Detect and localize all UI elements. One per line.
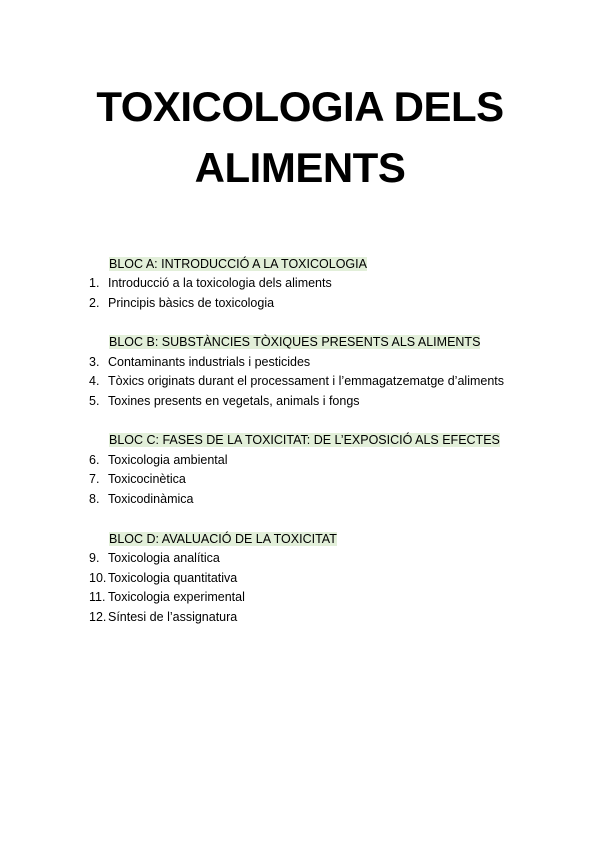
list-item-text: Introducció a la toxicologia dels aliments xyxy=(108,276,332,290)
list-item xyxy=(89,588,245,606)
list-item-text: Tòxics originats durant el processament i l’emmagatzematge d’aliments xyxy=(108,374,505,388)
list-item xyxy=(89,392,360,410)
list-item-number: 4. xyxy=(89,374,100,388)
list-item-text: Toxicodinàmica xyxy=(108,492,194,506)
bloc-c-heading-text: BLOC C: FASES DE LA TOXICITAT: DE L’EXPOSICIÓ ALS EFECTES xyxy=(109,433,500,447)
document-title-line-1: TOXICOLOGIA DELS xyxy=(96,83,504,130)
list-item-text: Toxicocinètica xyxy=(108,472,186,486)
bloc-d-heading-text: BLOC D: AVALUACIÓ DE LA TOXICITAT xyxy=(109,532,337,546)
list-item-number: 12. xyxy=(89,610,107,624)
list-item xyxy=(89,608,237,626)
list-item-text: Síntesi de l’assignatura xyxy=(108,610,238,624)
list-item-number: 2. xyxy=(89,296,100,310)
list-item xyxy=(89,490,193,508)
list-item-text: Toxicologia ambiental xyxy=(108,453,228,467)
list-item xyxy=(89,294,274,312)
list-item xyxy=(89,274,332,292)
list-item-text: Toxicologia experimental xyxy=(108,590,245,604)
bloc-a-heading-text: BLOC A: INTRODUCCIÓ A LA TOXICOLOGIA xyxy=(109,257,367,271)
list-item-text: Toxicologia quantitativa xyxy=(108,571,238,585)
list-item-number: 11. xyxy=(89,590,106,604)
document-title-line-2: ALIMENTS xyxy=(194,144,406,191)
list-item-number: 7. xyxy=(89,472,100,486)
list-item xyxy=(89,353,310,371)
bloc-d-heading xyxy=(108,530,339,548)
list-item xyxy=(89,569,237,587)
list-item-number: 8. xyxy=(89,492,100,506)
list-item-number: 10. xyxy=(89,571,107,585)
list-item xyxy=(89,372,504,390)
list-item-number: 6. xyxy=(89,453,100,467)
list-item xyxy=(89,451,228,469)
list-item xyxy=(89,549,220,567)
bloc-b-heading-text: BLOC B: SUBSTÀNCIES TÒXIQUES PRESENTS ALS ALIMENTS xyxy=(109,335,481,349)
bloc-c-heading xyxy=(108,431,502,449)
list-item-number: 3. xyxy=(89,355,100,369)
list-item-text: Principis bàsics de toxicologia xyxy=(108,296,275,310)
list-item-number: 5. xyxy=(89,394,100,408)
list-item-text: Toxicologia analítica xyxy=(108,551,220,565)
list-item xyxy=(89,470,186,488)
list-item-number: 9. xyxy=(89,551,100,565)
bloc-b-heading xyxy=(108,333,482,351)
bloc-a-heading xyxy=(108,255,369,273)
list-item-number: 1. xyxy=(89,276,100,290)
list-item-text: Toxines presents en vegetals, animals i fongs xyxy=(108,394,360,408)
list-item-text: Contaminants industrials i pesticides xyxy=(108,355,311,369)
